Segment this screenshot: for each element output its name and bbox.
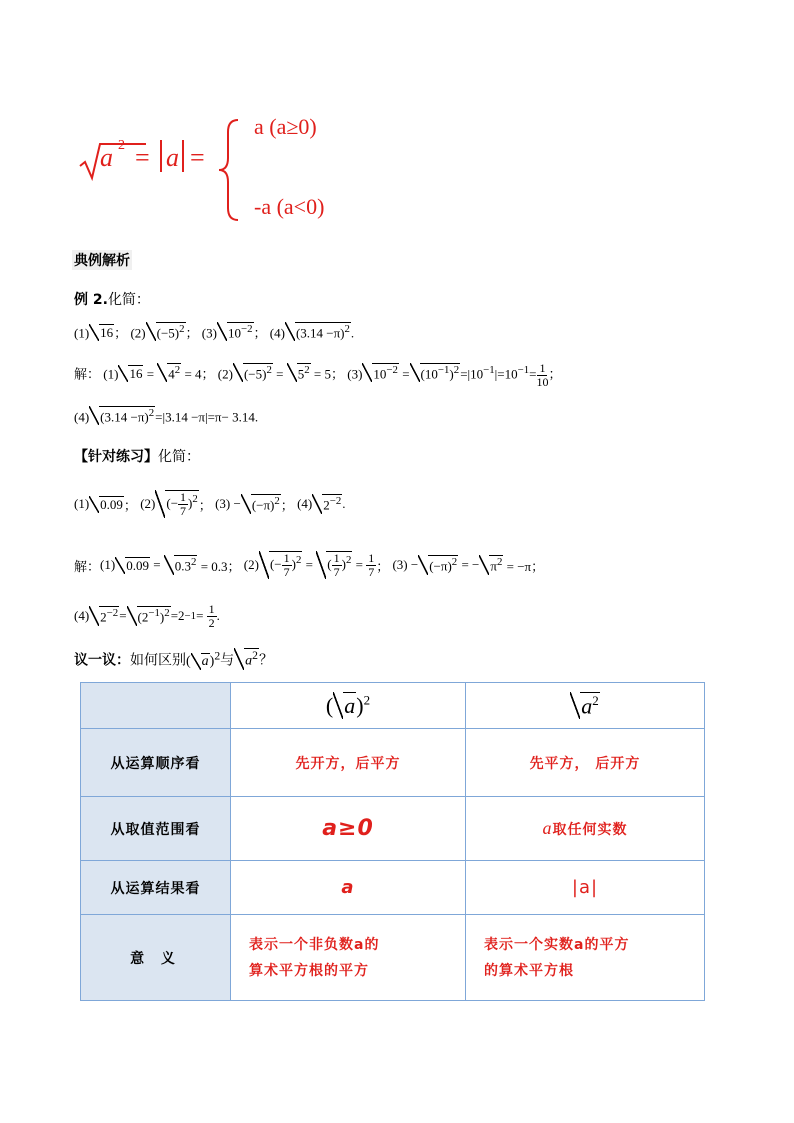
radicand: 2 bbox=[323, 497, 330, 513]
table-cell: 先平方， 后开方 bbox=[466, 729, 705, 797]
discuss-line: 议一议：如何区别( a)$^2$与 $a^2$？ bbox=[74, 649, 273, 669]
radicand: a bbox=[201, 653, 209, 669]
discuss-qmark: ？ bbox=[259, 652, 273, 669]
radicand: 0.3 bbox=[174, 558, 192, 574]
result: = 4； bbox=[184, 366, 215, 382]
exponent: −2 bbox=[386, 364, 398, 377]
s-num: (4) bbox=[74, 409, 90, 425]
exponent: −2 bbox=[106, 607, 119, 620]
fraction bbox=[332, 552, 342, 579]
radicand: (−π) bbox=[429, 558, 452, 574]
denominator: 7 bbox=[180, 504, 187, 518]
formula-radicand: a bbox=[100, 143, 113, 172]
example-questions bbox=[74, 322, 354, 341]
radicand: (3.14 −π) bbox=[295, 325, 345, 341]
radicand: a bbox=[581, 693, 593, 719]
comparison-table bbox=[80, 682, 705, 1001]
end: ； bbox=[548, 366, 562, 382]
radicand: π bbox=[490, 558, 497, 574]
brace-icon bbox=[216, 118, 242, 222]
table-header-row bbox=[81, 683, 705, 729]
radicand: ) bbox=[159, 609, 165, 625]
table-cell: 先开方，后平方 bbox=[231, 729, 466, 797]
practice-questions bbox=[74, 484, 346, 524]
radicand: 4 bbox=[168, 366, 175, 382]
numerator: 1 bbox=[283, 551, 290, 565]
sep: ； bbox=[280, 497, 294, 513]
table-col-header-1: ( a)$^2$ bbox=[231, 683, 466, 729]
q-num: (1) bbox=[74, 325, 90, 341]
numerator: 1 bbox=[368, 550, 375, 565]
exponent: −1 bbox=[517, 364, 530, 377]
cell-text: 取任何实数 bbox=[552, 822, 628, 838]
abs-part: |=10 bbox=[494, 366, 518, 382]
denominator: 10 bbox=[536, 375, 549, 389]
row-heading: 意 义 bbox=[81, 915, 231, 1001]
exponent: 2 bbox=[451, 556, 458, 569]
example-solution-line-1 bbox=[74, 362, 561, 389]
fraction bbox=[207, 603, 217, 630]
end: . bbox=[350, 325, 355, 341]
radicand: (−5) bbox=[156, 325, 180, 341]
numerator: 1 bbox=[333, 551, 340, 565]
s-num: (1) bbox=[103, 366, 119, 382]
eq: = bbox=[196, 608, 204, 623]
q-num: (4) bbox=[297, 496, 313, 511]
table-cell: a bbox=[231, 861, 466, 915]
section-title: 典例解析 bbox=[72, 250, 132, 270]
denominator: 7 bbox=[333, 565, 340, 579]
fraction bbox=[282, 552, 292, 579]
exponent: 2 bbox=[179, 323, 185, 335]
formula-equals: = bbox=[135, 143, 150, 172]
cell-line: 算术平方根的平方 bbox=[249, 962, 369, 979]
numerator: 1 bbox=[180, 490, 187, 504]
example-title: 化简： bbox=[107, 292, 150, 308]
paren: ) bbox=[188, 495, 193, 511]
radicand: 2 bbox=[100, 609, 107, 625]
cell-line: 表示一个实数a的平方 bbox=[484, 936, 630, 953]
eq: = − bbox=[461, 557, 480, 572]
table-cell: a≥0 bbox=[231, 797, 466, 861]
practice-title: 化简： bbox=[158, 449, 200, 465]
row-heading: 从运算结果看 bbox=[81, 861, 231, 915]
eq: = bbox=[305, 557, 313, 572]
radicand: 10 bbox=[227, 325, 241, 341]
denominator: 7 bbox=[283, 565, 290, 579]
s-num: (2) bbox=[243, 557, 259, 572]
discuss-label: 议一议： bbox=[74, 652, 130, 669]
radicand: (2 bbox=[137, 609, 149, 625]
radicand: 5 bbox=[297, 366, 305, 382]
fraction bbox=[536, 362, 548, 389]
eq: = bbox=[276, 366, 284, 382]
exponent: 2 bbox=[304, 364, 310, 377]
practice-solution-line-2 bbox=[74, 596, 220, 636]
abs-value-formula bbox=[78, 114, 378, 228]
exponent: 2 bbox=[164, 607, 170, 620]
eq: = bbox=[153, 557, 161, 572]
radicand: 16 bbox=[129, 366, 143, 382]
exponent: 2 bbox=[453, 364, 460, 377]
result: =2 bbox=[170, 608, 185, 623]
exponent: 2 bbox=[274, 495, 280, 508]
table-row bbox=[81, 915, 705, 1001]
radicand: (−π) bbox=[251, 497, 275, 513]
result: = 5； bbox=[313, 366, 344, 382]
exponent: 2 bbox=[148, 407, 155, 419]
table-row bbox=[81, 729, 705, 797]
q-num: (4) bbox=[269, 325, 285, 341]
radicand: (10 bbox=[420, 366, 438, 382]
denominator: 2 bbox=[208, 615, 215, 630]
formula-case-2: -a (a<0) bbox=[254, 194, 325, 219]
exponent: 2 bbox=[214, 649, 221, 662]
exponent: −2 bbox=[329, 495, 342, 508]
formula-abs-a: a bbox=[166, 143, 179, 172]
radicand: 0.09 bbox=[100, 496, 123, 512]
exponent: 2 bbox=[344, 323, 350, 335]
table-cell bbox=[466, 915, 705, 1001]
exponent: 2 bbox=[174, 364, 181, 377]
exponent: −1 bbox=[437, 364, 450, 377]
q-num: (3) − bbox=[215, 496, 241, 511]
table-corner-cell bbox=[81, 683, 231, 729]
numerator: 1 bbox=[539, 361, 546, 375]
s-num: (3) − bbox=[392, 557, 419, 572]
table-row bbox=[81, 797, 705, 861]
numerator: 1 bbox=[208, 601, 215, 616]
radicand: 16 bbox=[100, 325, 114, 341]
exponent: 2 bbox=[192, 493, 198, 506]
eq: = bbox=[355, 557, 363, 572]
q-num: (1) bbox=[74, 496, 90, 511]
sep: ； bbox=[114, 325, 128, 341]
abs-bar-left bbox=[160, 140, 162, 172]
exponent: 2 bbox=[252, 649, 258, 662]
exponent: 2 bbox=[266, 364, 272, 377]
table-cell bbox=[231, 915, 466, 1001]
exponent: −1 bbox=[148, 607, 160, 620]
abs-bar-right bbox=[182, 140, 184, 172]
s-num: (4) bbox=[74, 608, 90, 623]
end: . bbox=[342, 496, 346, 511]
radicand: (3.14 −π) bbox=[100, 409, 149, 425]
table-cell bbox=[466, 797, 705, 861]
table-row bbox=[81, 861, 705, 915]
sep: ； bbox=[198, 497, 212, 513]
example-solution-line-2 bbox=[74, 406, 258, 425]
radicand: a bbox=[245, 653, 253, 669]
eq: = bbox=[529, 366, 537, 382]
row-heading: 从取值范围看 bbox=[81, 797, 231, 861]
example-label: 例 2. bbox=[74, 292, 108, 308]
sep: ； bbox=[123, 497, 137, 513]
sep: ； bbox=[185, 325, 199, 341]
end: ； bbox=[376, 558, 390, 574]
eq: = bbox=[146, 366, 155, 382]
radicand: (−5) bbox=[243, 366, 267, 382]
result: =|3.14 −π|=π− 3.14. bbox=[155, 409, 259, 425]
denominator: 7 bbox=[368, 564, 375, 579]
practice-heading bbox=[74, 446, 200, 466]
practice-label: 【针对练习】 bbox=[74, 449, 158, 465]
result: = 0.3； bbox=[200, 558, 241, 574]
table-cell: |a| bbox=[466, 861, 705, 915]
variable-a: a bbox=[542, 818, 553, 838]
radicand: 10 bbox=[373, 366, 387, 382]
fraction bbox=[178, 491, 188, 518]
formula-exponent: 2 bbox=[118, 138, 125, 153]
radicand: ) bbox=[449, 366, 454, 382]
practice-solution-line-1: 解： (1) 0.09 = $0.3^2$ = 0.3； (2) (− $\frac{1}{7}$ )$^2$ = ( $\frac{1}{7}$ )$^2$ = $\frac{1}{7}$ ； (3) − $(-\pi)^2$ = − $\pi^2$ = −π； bbox=[74, 550, 545, 579]
radicand: a bbox=[344, 693, 356, 718]
sep: ； bbox=[253, 325, 267, 341]
solution-label: 解： bbox=[74, 367, 101, 383]
result: = −π； bbox=[506, 558, 545, 574]
formula-equals-2: = bbox=[190, 143, 205, 172]
discuss-text: 如何区别 bbox=[130, 652, 186, 669]
example-2-heading bbox=[74, 289, 150, 309]
abs-part: =|10 bbox=[460, 366, 484, 382]
s-num: (2) bbox=[217, 366, 233, 382]
exponent: −1 bbox=[184, 610, 197, 622]
exponent: 2 bbox=[363, 692, 371, 708]
row-heading: 从运算顺序看 bbox=[81, 729, 231, 797]
exponent: 2 bbox=[592, 692, 599, 708]
q-num: (3) bbox=[201, 325, 217, 341]
q-num: (2) bbox=[140, 496, 156, 511]
end: . bbox=[216, 608, 220, 623]
exponent: 2 bbox=[345, 554, 352, 567]
exponent: 2 bbox=[496, 556, 503, 569]
s-num: (1) bbox=[100, 557, 116, 572]
cell-line: 的算术平方根 bbox=[484, 962, 574, 979]
solution-label: 解： bbox=[74, 559, 101, 575]
cell-line: 表示一个非负数a的 bbox=[249, 936, 380, 953]
paren: (− bbox=[166, 495, 179, 511]
eq: = bbox=[119, 608, 127, 623]
formula-case-1: a (a≥0) bbox=[254, 114, 317, 139]
exponent: −2 bbox=[240, 323, 253, 335]
discuss-joiner: 与 bbox=[220, 652, 235, 669]
s-num: (3) bbox=[347, 366, 363, 382]
fraction bbox=[366, 552, 376, 579]
radicand: 0.09 bbox=[126, 557, 149, 573]
exponent: 2 bbox=[191, 556, 197, 569]
exponent: −1 bbox=[483, 364, 495, 377]
q-num: (2) bbox=[130, 325, 146, 341]
table-col-header-2 bbox=[466, 683, 705, 729]
eq: = bbox=[402, 366, 410, 382]
